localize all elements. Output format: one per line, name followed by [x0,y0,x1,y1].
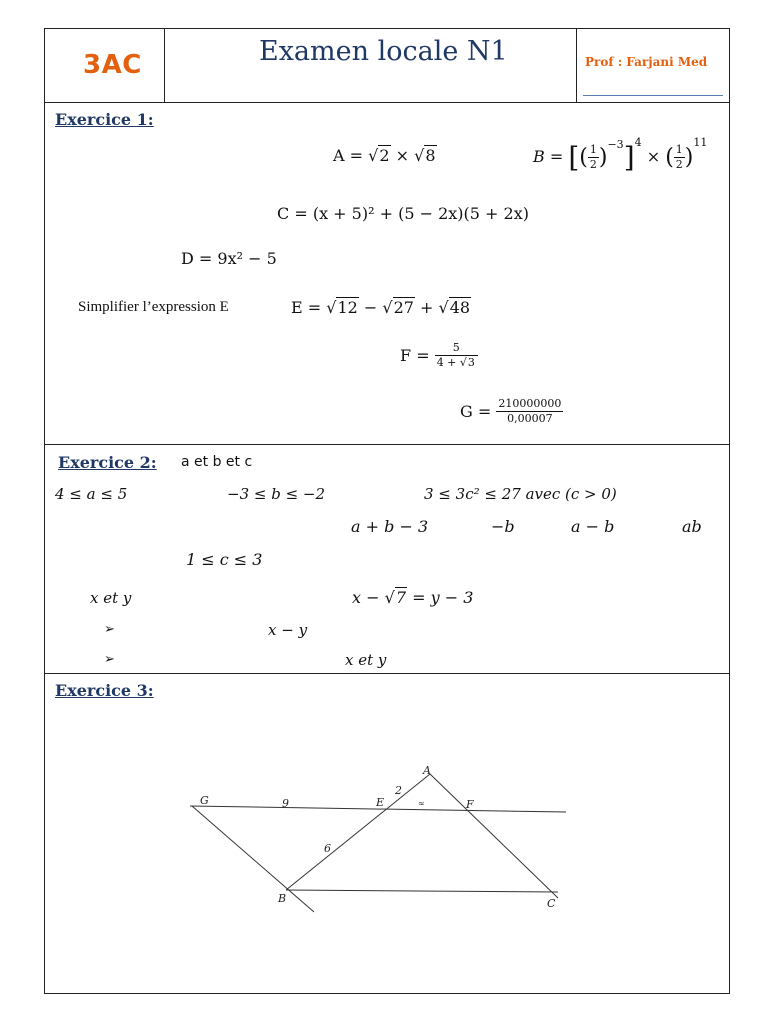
bullet-arrow-icon: ➢ [104,622,115,637]
label-C: C [547,897,556,910]
header-divider [44,102,730,103]
expr-D: D = 9x² − 5 [181,249,277,268]
label-G: G [200,794,209,807]
expr-ab: ab [682,517,702,536]
geometry-figure [186,762,586,914]
ineq-c2: 1 ≤ c ≤ 3 [186,550,263,569]
page-title: Examen locale N1 [259,36,508,67]
line-GB [192,806,314,912]
expr-a-plus-b-minus-3: a + b − 3 [351,517,429,536]
expr-B: B = [( $\frac{1}{2}$ )$^{-3}$]$^4$ × ( $\frac{1}{2}$ )$^{11}$ [533,136,708,174]
line-BC [286,890,558,892]
length-EB: 6 [324,842,331,855]
bullet2-expr: x et y [345,651,387,669]
xy-label: x et y [90,589,132,607]
E-instruction: Simplifier l’expression E [78,299,229,315]
label-A: A [423,764,431,777]
prof-name: Prof : Farjani Med [585,55,708,69]
level-badge: 3AC [83,50,142,80]
label-B: B [278,892,287,905]
label-F: F [466,798,474,811]
bullet-arrow-icon: ➢ [104,652,115,667]
expr-C: C = (x + 5)² + (5 − 2x)(5 + 2x) [277,204,529,223]
expr-A: A = √2 × √8 [333,146,436,165]
expr-E: E = √12 − √27 + √48 [291,298,471,317]
length-EA: 2 [395,784,402,797]
expr-a-minus-b: a − b [571,517,615,536]
ex1-divider [44,444,730,445]
header-col-divider-2 [576,28,577,103]
ineq-b: −3 ≤ b ≤ −2 [227,485,326,503]
equation-xy: x − √7 = y − 3 [352,588,474,607]
expr-G: G = $\frac{210000000}{0,00007}$ [460,397,562,425]
ex2-heading: Exercice 2: [58,453,157,472]
ex2-divider [44,673,730,674]
ex2-intro: a et b et c [181,454,253,470]
expr-F: F = $\frac{5}{4 + √3}$ [400,341,478,370]
ineq-c: 3 ≤ 3c² ≤ 27 avec (c > 0) [424,485,617,503]
ex3-heading: Exercice 3: [55,681,154,700]
ineq-a: 4 ≤ a ≤ 5 [55,485,128,503]
label-E: E [376,796,385,809]
bullet1-expr: x − y [268,621,308,639]
ex1-heading: Exercice 1: [55,110,154,129]
line-AC [430,774,558,898]
expr-minus-b: −b [491,517,515,536]
length-EF: ≈ [418,799,425,808]
prof-underline [583,95,723,96]
length-GE: 9 [282,797,289,810]
line-BA [286,774,430,890]
header-col-divider-1 [164,28,165,103]
